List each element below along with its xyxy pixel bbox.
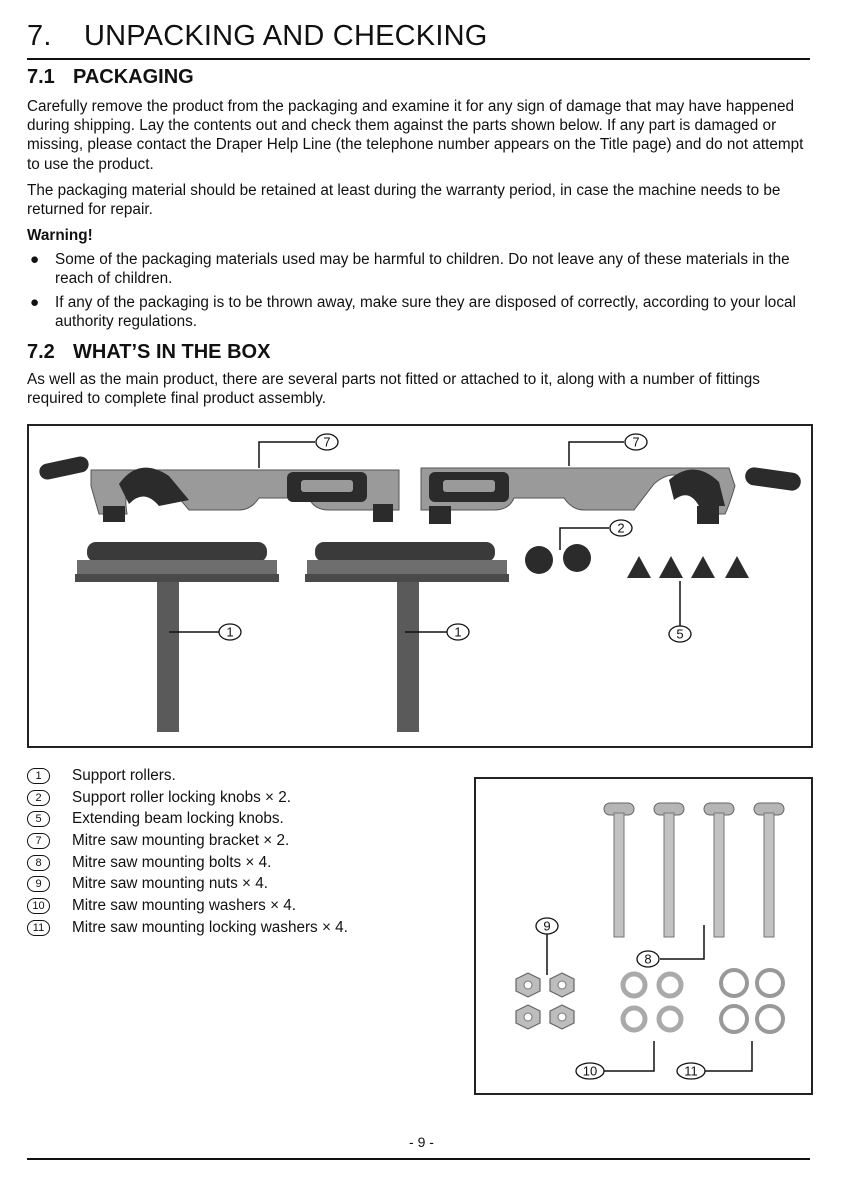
part-number-badge: 9 — [27, 876, 50, 892]
warning-bullet-text: Some of the packaging materials used may be harmful to children. Do not leave any of these materials in the reach of children. — [55, 251, 790, 288]
part-label: Mitre saw mounting nuts × 4. — [72, 875, 268, 893]
svg-text:1: 1 — [454, 624, 462, 640]
part-label: Extending beam locking knobs. — [72, 810, 284, 828]
section-title: UNPACKING AND CHECKING — [84, 20, 488, 52]
part-number-badge: 11 — [27, 920, 50, 936]
svg-text:11: 11 — [684, 1063, 698, 1079]
part-label: Mitre saw mounting bracket × 2. — [72, 832, 290, 850]
mounting-bolts — [604, 803, 784, 937]
bullet-dot: ● — [30, 294, 40, 311]
packaging-paragraph-2: The packaging material should be retained at least during the warranty period, in case the machine needs to be returned for repair. — [27, 182, 781, 219]
svg-text:9: 9 — [543, 918, 551, 934]
part-number-badge: 7 — [27, 833, 50, 849]
box-title: WHAT’S IN THE BOX — [73, 341, 271, 363]
svg-text:7: 7 — [323, 434, 331, 450]
warning-bullet-text: If any of the packaging is to be thrown away, make sure they are disposed of correctly, according to your local authority regulations. — [55, 294, 796, 331]
locking-washers — [721, 970, 783, 1032]
beam-locking-knobs — [627, 556, 749, 578]
part-number-badge: 10 — [27, 898, 50, 914]
callout-11 — [677, 1063, 705, 1079]
main-parts-illustration — [29, 426, 811, 746]
callout-7b — [625, 434, 647, 450]
mounting-bracket-left — [38, 455, 399, 522]
part-label: Mitre saw mounting washers × 4. — [72, 897, 297, 915]
warning-bullet — [27, 293, 817, 331]
svg-text:1: 1 — [226, 624, 234, 640]
mounting-nuts — [516, 973, 574, 1029]
support-roller-right — [305, 542, 509, 732]
part-label: Mitre saw mounting bolts × 4. — [72, 853, 272, 871]
packaging-number: 7.1 — [27, 66, 55, 88]
svg-text:2: 2 — [617, 520, 625, 536]
section-heading — [27, 20, 487, 53]
page-number: - 9 - — [409, 1134, 434, 1150]
support-roller-left — [75, 542, 279, 732]
callout-2 — [610, 520, 632, 536]
part-number-badge: 5 — [27, 811, 50, 827]
hardware-photo — [474, 777, 813, 1095]
part-label: Support rollers. — [72, 767, 176, 784]
section-number: 7. — [27, 20, 52, 52]
footer-rule — [27, 1158, 810, 1160]
callout-9 — [536, 918, 558, 934]
part-number-badge: 1 — [27, 768, 50, 784]
packaging-title: PACKAGING — [73, 66, 194, 88]
callout-1b — [447, 624, 469, 640]
main-parts-photo — [27, 424, 813, 748]
svg-text:8: 8 — [644, 951, 652, 967]
svg-text:10: 10 — [582, 1063, 598, 1079]
callout-8 — [637, 951, 659, 967]
packaging-heading — [27, 66, 194, 89]
svg-text:7: 7 — [632, 434, 640, 450]
callout-7a — [316, 434, 338, 450]
box-intro: As well as the main product, there are several parts not fitted or attached to it, along with a number of fittings required to complete final product assembly. — [27, 371, 760, 408]
hardware-illustration — [476, 779, 811, 1093]
part-label: Mitre saw mounting locking washers × 4. — [72, 918, 348, 936]
heading-rule — [27, 58, 810, 60]
part-number-badge: 2 — [27, 790, 50, 806]
warning-label: Warning! — [27, 227, 93, 244]
part-number-badge: 8 — [27, 855, 50, 871]
packaging-paragraph-1: Carefully remove the product from the packaging and examine it for any sign of damage that may have happened during shipping. Lay the contents out and check them against the parts shown below. If any part is damaged or missing, please contact the Draper Help Line (the telephone number appears on the Title page) and do not attempt to use the product. — [27, 98, 804, 173]
bullet-dot: ● — [30, 251, 40, 268]
callout-10 — [576, 1063, 604, 1079]
box-number: 7.2 — [27, 341, 55, 363]
hardware-leader-lines — [547, 925, 752, 1071]
part-label: Support roller locking knobs × 2. — [72, 788, 291, 806]
mounting-washers — [623, 974, 681, 1030]
mounting-bracket-right — [421, 466, 802, 524]
callout-1a — [219, 624, 241, 640]
box-heading — [27, 341, 270, 364]
svg-text:5: 5 — [676, 626, 684, 642]
warning-bullet — [27, 250, 817, 288]
callout-5 — [669, 626, 691, 642]
roller-locking-knobs — [525, 544, 591, 574]
